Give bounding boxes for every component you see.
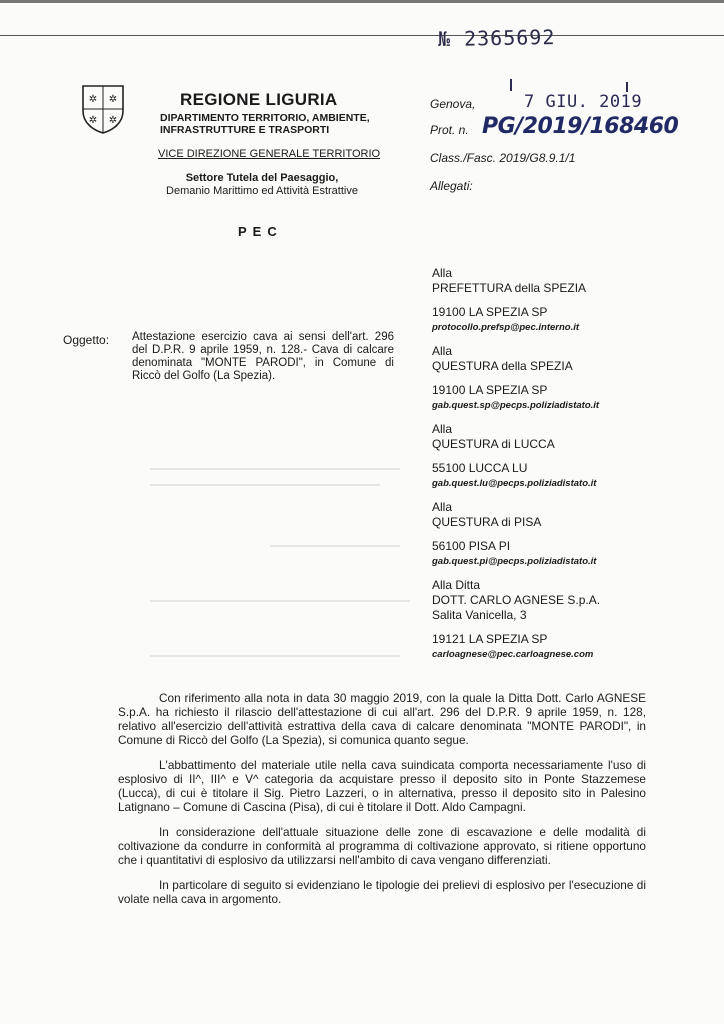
recipient-city: 56100 PISA PI (432, 539, 511, 553)
recipient-prefix: Alla Ditta (432, 578, 481, 592)
scan-top-edge (0, 0, 724, 3)
recipient (432, 266, 702, 335)
svg-text:✲: ✲ (88, 115, 98, 126)
svg-text:✲: ✲ (108, 94, 118, 105)
department-line-1: DIPARTIMENTO TERRITORIO, AMBIENTE, (160, 112, 370, 124)
recipient-prefix: Alla (432, 266, 453, 280)
prot-label: Prot. n. (430, 123, 469, 137)
recipient-name: DOTT. CARLO AGNESE S.p.A. (432, 593, 601, 607)
stamp-mark (510, 79, 512, 91)
recipient-address: Salita Vanicella, 3 (432, 608, 527, 622)
oggetto-label: Oggetto: (63, 333, 110, 347)
oggetto-text: Attestazione esercizio cava ai sensi dell'art. 296 del D.P.R. 9 aprile 1959, n. 128.- Cava di calcare denominata "MONTE PARODI", in Comune di Riccò del Golfo (La Spezia). (132, 331, 394, 382)
department-line-2: INFRASTRUTTURE E TRASPORTI (160, 124, 330, 136)
body-paragraph: In considerazione dell'attuale situazione delle zone di escavazione e delle modalità di coltivazione da condurre in conformità al programma di coltivazione approvato, si ritiene opportuno che i quantitativi di esplosivo da utilizzarsi nell'ambito di cava vengano differenziati. (118, 825, 646, 867)
svg-text:✲: ✲ (108, 115, 118, 126)
protocol-stamp-number: № 2365692 (437, 24, 556, 52)
recipient-name: PREFETTURA della SPEZIA (432, 281, 587, 295)
recipient-city: 55100 LUCCA LU (432, 461, 528, 475)
recipient-email: gab.quest.sp@pecps.poliziadistato.it (432, 400, 600, 411)
prot-number-handwritten: PG/2019/168460 (482, 114, 679, 139)
letter-body (118, 691, 646, 917)
svg-text:✲: ✲ (88, 94, 98, 105)
vice-direzione: VICE DIREZIONE GENERALE TERRITORIO (158, 148, 381, 160)
scan-bleed (150, 484, 380, 486)
recipient-city: 19100 LA SPEZIA SP (432, 305, 548, 319)
recipient-name: QUESTURA della SPEZIA (432, 359, 573, 373)
body-paragraph: Con riferimento alla nota in data 30 maggio 2019, con la quale la Ditta Dott. Carlo AGNESE S.p.A. ha richiesto il rilascio dell'attestazione di cui all'art. 296 del D.P.R. 9 aprile 1959, n. 128, relativo all'esercizio dell'attività estrattiva della cava di calcare denominata "MONTE PARODI", in Comune di Riccò del Golfo (La Spezia), si comunica quanto segue. (118, 691, 646, 747)
body-paragraph: In particolare di seguito si evidenziano le tipologie dei prelievi di esplosivo per l'esecuzione di volate nella cava in argomento. (118, 878, 646, 906)
recipient-city: 19100 LA SPEZIA SP (432, 383, 548, 397)
scan-bleed (150, 600, 410, 602)
recipient (432, 422, 702, 491)
recipient (432, 578, 702, 662)
recipient-email: carloagnese@pec.carloagnese.com (432, 649, 594, 660)
class-fasc: Class./Fasc. 2019/G8.9.1/1 (430, 151, 576, 165)
regione-liguria-crest-icon (80, 83, 126, 135)
recipients-block (432, 266, 702, 662)
scan-bleed (270, 545, 400, 547)
recipient-email: protocollo.prefsp@pec.interno.it (432, 322, 580, 333)
settore-line-1: Settore Tutela del Paesaggio, (185, 172, 339, 184)
allegati-label: Allegati: (430, 179, 473, 193)
recipient-city: 19121 LA SPEZIA SP (432, 632, 548, 646)
recipient-prefix: Alla (432, 422, 453, 436)
recipient-email: gab.quest.pi@pecps.poliziadistato.it (432, 556, 597, 567)
pec-label: PEC (238, 224, 283, 239)
settore-block (158, 172, 366, 198)
recipient-name: QUESTURA di LUCCA (432, 437, 555, 451)
stamp-mark-right (626, 82, 628, 92)
recipient (432, 500, 702, 569)
city-label: Genova, (430, 97, 476, 111)
org-name: REGIONE LIGURIA (180, 90, 338, 109)
recipient (432, 344, 702, 413)
body-paragraph: L'abbattimento del materiale utile nella cava suindicata comporta necessariamente l'uso di esplosivo di II^, III^ e V^ categoria da acquistare presso il deposito sito in Ponte Stazzemese (Lucca), di cui è titolare il Sig. Pietro Lazzeri, o in alternativa, presso il deposito sito in Palesino Latignano – Comune di Cascina (Pisa), di cui è titolare il Dott. Aldo Campagni. (118, 758, 646, 814)
settore-line-2: Demanio Marittimo ed Attività Estrattive (166, 185, 358, 197)
recipient-name: QUESTURA di PISA (432, 515, 542, 529)
date-stamp: 7 GIU. 2019 (524, 92, 643, 112)
recipient-email: gab.quest.lu@pecps.poliziadistato.it (432, 478, 597, 489)
recipient-prefix: Alla (432, 344, 453, 358)
scan-bleed (150, 468, 400, 470)
scan-top-rule (0, 35, 724, 36)
recipient-prefix: Alla (432, 500, 453, 514)
scan-bleed (150, 655, 400, 657)
